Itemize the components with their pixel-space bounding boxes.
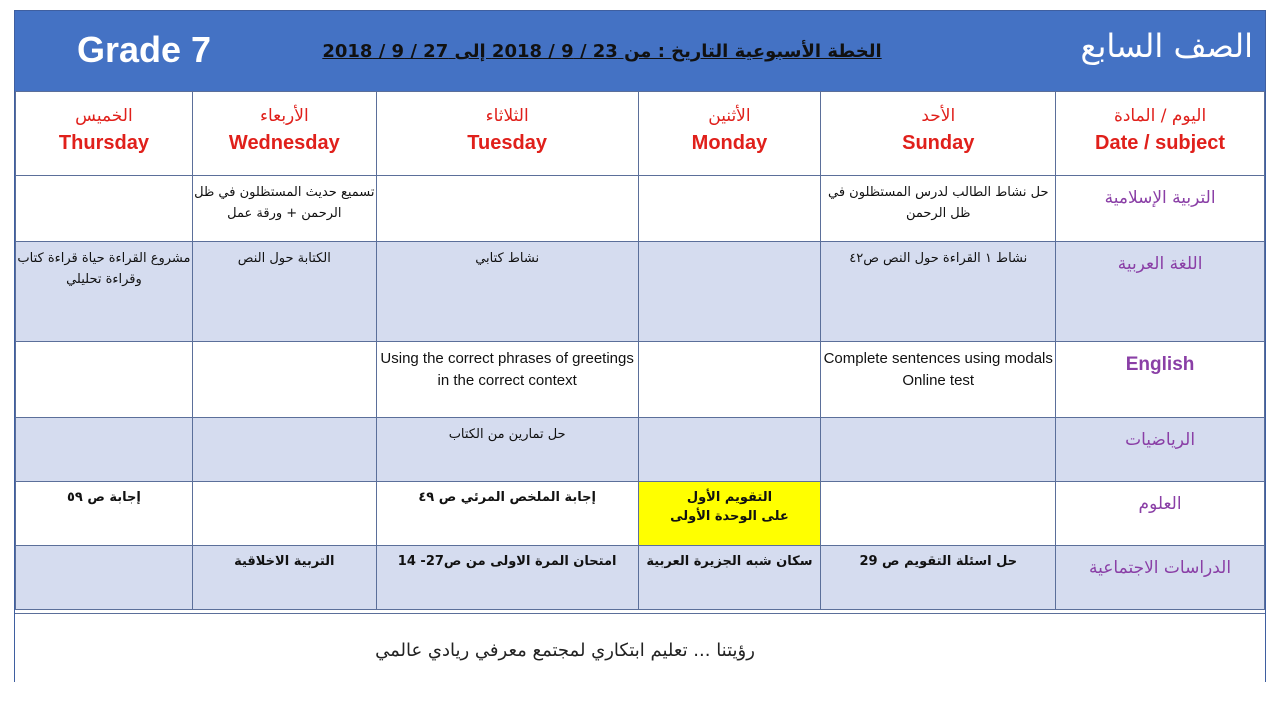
grade-title: Grade 7: [77, 29, 212, 70]
cell-thursday: [16, 176, 193, 242]
cell-sunday: [821, 482, 1056, 546]
subject-label: الدراسات الاجتماعية: [1089, 558, 1232, 578]
table-row-english: [16, 342, 1265, 418]
cell-wednesday: الكتابة حول النص: [192, 242, 376, 342]
day-label-ar: الأربعاء: [259, 106, 309, 126]
column-header-sunday: [821, 92, 1056, 176]
subject-cell: [1056, 176, 1265, 242]
cell-monday: [638, 418, 821, 482]
cell-wednesday: [192, 482, 376, 546]
cell-thursday: [16, 546, 193, 610]
subject-cell: [1056, 342, 1265, 418]
day-header-row: [16, 92, 1265, 176]
cell-monday: سكان شبه الجزيرة العربية: [638, 546, 821, 610]
cell-thursday: [16, 342, 193, 418]
cell-tuesday: Using the correct phrases of greetings in the correct context: [376, 342, 638, 418]
cell-tuesday: إجابة الملخص المرئي ص ٤٩: [376, 482, 638, 546]
plan-dates: الخطة الأسبوعية التاريخ : من 23 / 9 / 2018 إلى 27 / 9 / 2018: [322, 41, 882, 62]
cell-monday: [638, 176, 821, 242]
cell-wednesday: التربية الاخلاقية: [192, 546, 376, 610]
table-row-math: [16, 418, 1265, 482]
header-banner: [15, 11, 1265, 92]
subject-label: العلوم: [1138, 494, 1182, 514]
cell-sunday: حل نشاط الطالب لدرس المستظلون في ظل الرحمن: [821, 176, 1056, 242]
cell-wednesday: [192, 418, 376, 482]
vision-statement: رؤيتنا ... تعليم ابتكاري لمجتمع معرفي ريادي عالمي: [375, 640, 755, 661]
cell-thursday: [16, 418, 193, 482]
cell-tuesday: امتحان المرة الاولى من ص27- 14: [376, 546, 638, 610]
day-label-ar: الثلاثاء: [485, 106, 529, 126]
cell-thursday: مشروع القراءة حياة قراءة كتاب وقراءة تحليلي: [16, 242, 193, 342]
column-header-monday: [638, 92, 821, 176]
cell-thursday: إجابة ص ٥٩: [16, 482, 193, 546]
cell-sunday: Complete sentences using modals Online test: [821, 342, 1056, 418]
column-header-thursday: [16, 92, 193, 176]
subject-cell: [1056, 242, 1265, 342]
subject-label: English: [1125, 354, 1195, 375]
cell-monday-highlighted: التقويم الأول على الوحدة الأولى: [638, 482, 821, 546]
cell-wednesday: تسميع حديث المستظلون في ظل الرحمن + ورقة عمل: [192, 176, 376, 242]
cell-tuesday: [376, 176, 638, 242]
subject-label: الرياضيات: [1125, 430, 1196, 450]
day-label-ar: الأثنين: [708, 106, 751, 126]
day-label-en: Thursday: [58, 132, 149, 154]
weekly-plan-sheet: [14, 10, 1266, 682]
subject-cell: [1056, 482, 1265, 546]
day-label-en: Date / subject: [1095, 132, 1226, 154]
cell-sunday: نشاط ١ القراءة حول النص ص٤٢: [821, 242, 1056, 342]
cell-wednesday: [192, 342, 376, 418]
cell-sunday: حل اسئلة التقويم ص 29: [821, 546, 1056, 610]
day-label-ar: الأحد: [921, 106, 956, 126]
subject-label: اللغة العربية: [1117, 254, 1203, 274]
subject-label: التربية الإسلامية: [1104, 188, 1216, 208]
schedule-table: [15, 91, 1265, 610]
day-label-ar: الخميس: [75, 106, 133, 126]
arabic-grade-title: الصف السابع: [1080, 27, 1253, 65]
table-row-arabic: [16, 242, 1265, 342]
cell-tuesday: نشاط كتابي: [376, 242, 638, 342]
cell-sunday: [821, 418, 1056, 482]
day-label-en: Sunday: [902, 132, 975, 154]
day-label-en: Tuesday: [467, 132, 547, 154]
day-label-ar: اليوم / المادة: [1113, 106, 1207, 126]
table-row-science: [16, 482, 1265, 546]
cell-monday: [638, 242, 821, 342]
subject-cell: [1056, 546, 1265, 610]
day-label-en: Wednesday: [228, 132, 340, 154]
footer: [15, 613, 1265, 682]
day-label-en: Monday: [691, 132, 768, 154]
cell-monday: [638, 342, 821, 418]
column-header-wednesday: [192, 92, 376, 176]
column-header-tuesday: [376, 92, 638, 176]
table-row-islamic: [16, 176, 1265, 242]
column-header-subject: [1056, 92, 1265, 176]
table-row-social: [16, 546, 1265, 610]
cell-tuesday: حل تمارين من الكتاب: [376, 418, 638, 482]
subject-cell: [1056, 418, 1265, 482]
